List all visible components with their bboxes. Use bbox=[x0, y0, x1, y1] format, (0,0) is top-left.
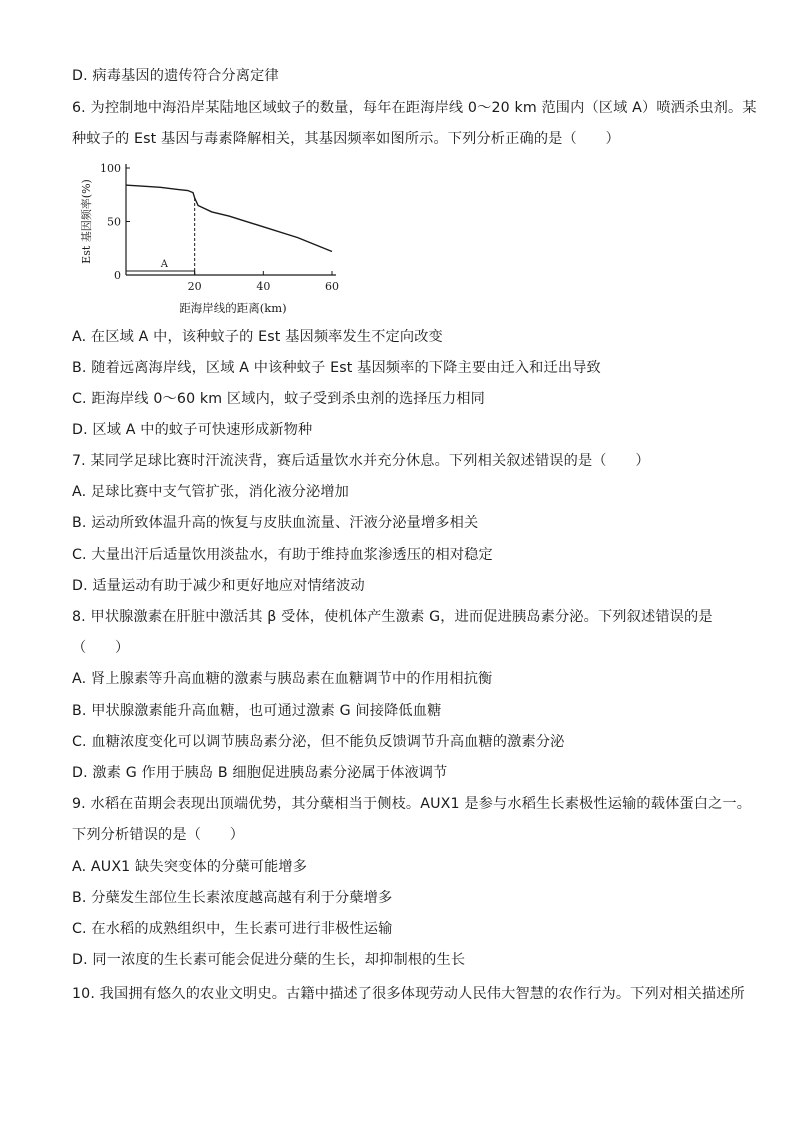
option-7c: C. 大量出汗后适量饮用淡盐水，有助于维持血浆渗透压的相对稳定 bbox=[72, 547, 493, 563]
option-7b: B. 运动所致体温升高的恢复与皮肤血流量、汗液分泌量增多相关 bbox=[72, 515, 479, 531]
question-6-stem-cont: 种蚊子的 Est 基因与毒素降解相关，其基因频率如图所示。下列分析正确的是（ ） bbox=[72, 131, 620, 147]
option-9d: D. 同一浓度的生长素可能会促进分蘖的生长，却抑制根的生长 bbox=[72, 952, 466, 968]
x-tick-label: 40 bbox=[256, 280, 271, 293]
option-9a: A. AUX1 缺失突变体的分蘖可能增多 bbox=[72, 859, 308, 875]
option-8d: D. 激素 G 作用于胰岛 B 细胞促进胰岛素分泌属于体液调节 bbox=[72, 765, 448, 781]
y-tick-label: 0 bbox=[114, 269, 121, 282]
option-8b: B. 甲状腺激素能升高血糖，也可通过激素 G 间接降低血糖 bbox=[72, 703, 442, 719]
est-frequency-chart bbox=[72, 155, 362, 325]
est-frequency-line bbox=[126, 185, 332, 251]
question-7-stem: 7. 某同学足球比赛时汗流浃背，赛后适量饮水并充分休息。下列相关叙述错误的是（ ） bbox=[72, 453, 650, 469]
question-10-stem: 10. 我国拥有悠久的农业文明史。古籍中描述了很多体现劳动人民伟大智慧的农作行为。下列对相关描述所 bbox=[72, 986, 745, 1002]
option-7a: A. 足球比赛中支气管扩张，消化液分泌增加 bbox=[72, 484, 350, 500]
chart-svg bbox=[72, 155, 362, 325]
option-9c: C. 在水稻的成熟组织中，生长素可进行非极性运输 bbox=[72, 921, 393, 937]
x-axis-label: 距海岸线的距离(km) bbox=[179, 301, 287, 315]
x-tick-label: 60 bbox=[325, 280, 339, 293]
y-tick-label: 50 bbox=[107, 215, 121, 229]
option-8c: C. 血糖浓度变化可以调节胰岛素分泌，但不能负反馈调节升高血糖的激素分泌 bbox=[72, 734, 565, 750]
option-6a: A. 在区域 A 中，该种蚊子的 Est 基因频率发生不定向改变 bbox=[72, 329, 443, 345]
option-6c: C. 距海岸线 0～60 km 区域内，蚊子受到杀虫剂的选择压力相同 bbox=[72, 391, 485, 407]
option-6d: D. 区域 A 中的蚊子可快速形成新物种 bbox=[72, 422, 313, 438]
y-axis-label: Est 基因频率(%) bbox=[80, 179, 93, 264]
question-6-stem: 6. 为控制地中海沿岸某陆地区域蚊子的数量，每年在距海岸线 0～20 km 范围内（区域 A）喷洒杀虫剂。某 bbox=[72, 100, 757, 116]
question-8-stem: 8. 甲状腺激素在肝脏中激活其 β 受体，使机体产生激素 G，进而促进胰岛素分泌。下列叙述错误的是 bbox=[72, 609, 713, 625]
x-tick-label: 20 bbox=[187, 280, 202, 293]
option-8a: A. 肾上腺素等升高血糖的激素与胰岛素在血糖调节中的作用相抗衡 bbox=[72, 671, 493, 687]
option-9b: B. 分蘖发生部位生长素浓度越高越有利于分蘖增多 bbox=[72, 890, 393, 906]
question-9-stem-cont: 下列分析错误的是（ ） bbox=[72, 827, 245, 843]
question-9-stem: 9. 水稻在苗期会表现出顶端优势，其分蘖相当于侧枝。AUX1 是参与水稻生长素极性运输的载体蛋白之一。 bbox=[72, 796, 752, 812]
option-6d-prev: D. 病毒基因的遗传符合分离定律 bbox=[72, 68, 279, 84]
y-tick-label: 100 bbox=[100, 162, 121, 175]
region-a-label: A bbox=[160, 259, 168, 270]
option-7d: D. 适量运动有助于减少和更好地应对情绪波动 bbox=[72, 578, 365, 594]
option-6b: B. 随着远离海岸线，区域 A 中该种蚊子 Est 基因频率的下降主要由迁入和迁出导致 bbox=[72, 360, 601, 376]
question-8-stem-cont: （ ） bbox=[72, 640, 130, 656]
